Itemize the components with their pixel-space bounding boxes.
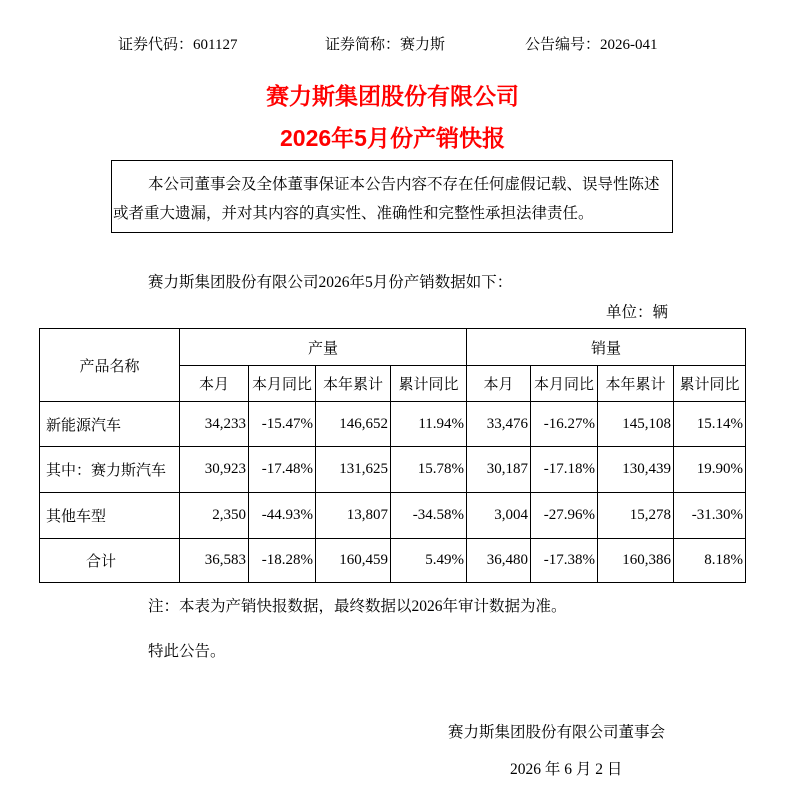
sales-ytd-yoy-cell: 8.18% (674, 539, 746, 583)
production-ytd-header: 本年累计 (316, 366, 391, 402)
sales-ytd-cell: 145,108 (598, 402, 674, 447)
product-name-cell: 其他车型 (40, 493, 180, 539)
sales-month-yoy-header: 本月同比 (531, 366, 598, 402)
production-ytd-yoy-header: 累计同比 (391, 366, 467, 402)
intro-text: 赛力斯集团股份有限公司2026年5月份产销数据如下： (148, 274, 513, 291)
security-code: 证券代码：601127 (118, 37, 238, 53)
table-total-row (40, 539, 746, 583)
signature-date: 2026 年 6 月 2 日 (510, 761, 623, 778)
sales-ytd-yoy-cell: 19.90% (674, 447, 746, 493)
production-ytd-cell: 146,652 (316, 402, 391, 447)
sales-ytd-yoy-cell: 15.14% (674, 402, 746, 447)
product-name-cell: 新能源汽车 (40, 402, 180, 447)
product-name-cell: 其中：赛力斯汽车 (40, 447, 180, 493)
production-ytd-yoy-cell: 5.49% (391, 539, 467, 583)
production-month-header: 本月 (180, 366, 249, 402)
sales-ytd-header: 本年累计 (598, 366, 674, 402)
sales-ytd-cell: 160,386 (598, 539, 674, 583)
table-group-header-row (40, 329, 746, 366)
production-ytd-cell: 131,625 (316, 447, 391, 493)
disclaimer-line-1: 本公司董事会及全体董事保证本公告内容不存在任何虚假记载、误导性陈述 (148, 176, 660, 193)
sales-ytd-cell: 130,439 (598, 447, 674, 493)
production-month-yoy-cell: -15.47% (249, 402, 316, 447)
production-month-yoy-cell: -17.48% (249, 447, 316, 493)
production-month-cell: 34,233 (180, 402, 249, 447)
production-month-cell: 2,350 (180, 493, 249, 539)
report-title: 2026年5月份产销快报 (280, 125, 505, 151)
sales-month-cell: 36,480 (467, 539, 531, 583)
table-row (40, 493, 746, 539)
sales-ytd-cell: 15,278 (598, 493, 674, 539)
production-ytd-yoy-cell: 11.94% (391, 402, 467, 447)
sales-month-yoy-cell: -17.38% (531, 539, 598, 583)
product-name-header: 产品名称 (40, 329, 180, 402)
unit-label: 单位：辆 (605, 304, 668, 321)
sales-month-cell: 33,476 (467, 402, 531, 447)
total-label-cell: 合计 (40, 539, 180, 583)
disclaimer-line-2: 或者重大遗漏，并对其内容的真实性、准确性和完整性承担法律责任。 (113, 205, 594, 222)
sales-month-yoy-cell: -27.96% (531, 493, 598, 539)
production-ytd-cell: 13,807 (316, 493, 391, 539)
production-month-cell: 30,923 (180, 447, 249, 493)
production-ytd-yoy-cell: 15.78% (391, 447, 467, 493)
notice-number: 公告编号：2026-041 (525, 37, 658, 53)
production-month-yoy-cell: -18.28% (249, 539, 316, 583)
table-row (40, 402, 746, 447)
sales-ytd-yoy-header: 累计同比 (674, 366, 746, 402)
production-month-yoy-header: 本月同比 (249, 366, 316, 402)
production-month-yoy-cell: -44.93% (249, 493, 316, 539)
sales-month-header: 本月 (467, 366, 531, 402)
table-note: 注：本表为产销快报数据，最终数据以2026年审计数据为准。 (148, 598, 567, 615)
table-row (40, 447, 746, 493)
production-ytd-cell: 160,459 (316, 539, 391, 583)
sales-group-header: 销量 (467, 329, 746, 366)
security-short-name: 证券简称：赛力斯 (325, 37, 446, 53)
sales-month-yoy-cell: -16.27% (531, 402, 598, 447)
production-ytd-yoy-cell: -34.58% (391, 493, 467, 539)
closing-text: 特此公告。 (148, 643, 226, 660)
production-sales-table (39, 328, 746, 583)
company-title: 赛力斯集团股份有限公司 (266, 83, 519, 109)
disclaimer-box (111, 160, 673, 233)
production-month-cell: 36,583 (180, 539, 249, 583)
production-group-header: 产量 (180, 329, 467, 366)
sales-month-cell: 3,004 (467, 493, 531, 539)
sales-month-yoy-cell: -17.18% (531, 447, 598, 493)
signature-org: 赛力斯集团股份有限公司董事会 (448, 724, 666, 741)
sales-ytd-yoy-cell: -31.30% (674, 493, 746, 539)
sales-month-cell: 30,187 (467, 447, 531, 493)
